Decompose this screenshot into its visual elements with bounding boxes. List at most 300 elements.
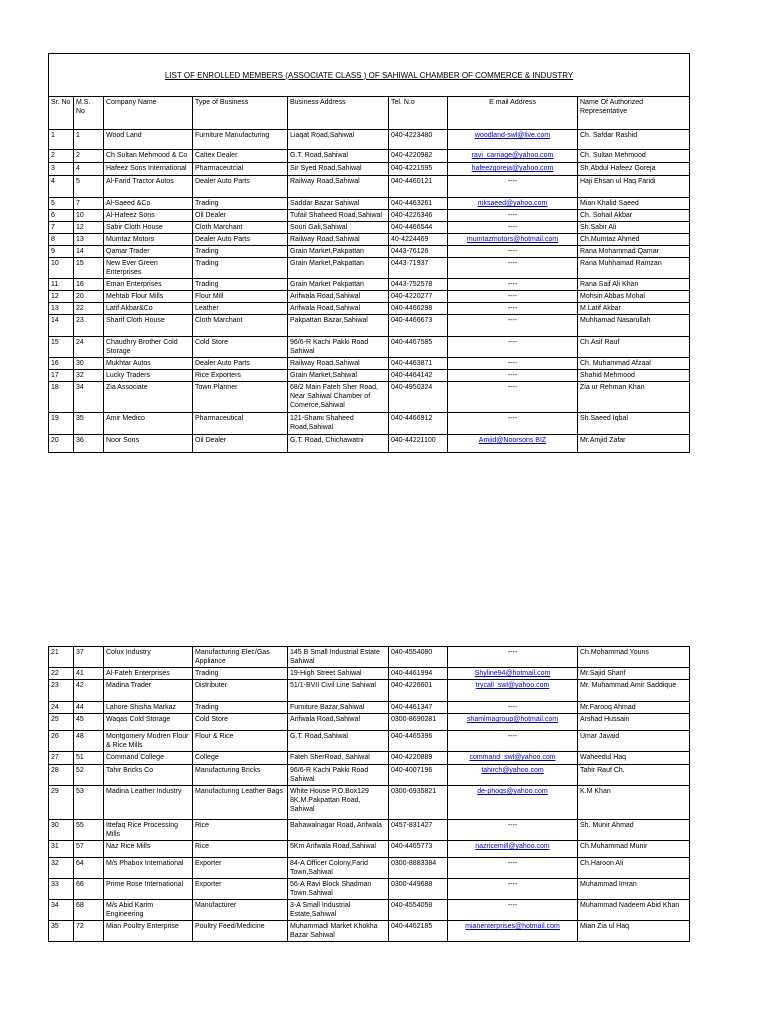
company-name-cell: Command College: [104, 752, 193, 765]
representative-cell: Haji Ehsan ul Haq Faridi: [578, 176, 690, 198]
email-link[interactable]: shamimagroup@hotmail.com: [448, 714, 578, 731]
header-type-of-business: Type of Business: [193, 97, 288, 130]
email-link[interactable]: command_swl@yahoo.com: [448, 752, 578, 765]
company-name-cell: New Ever Green Enterprises: [104, 258, 193, 279]
sr-no-cell: 4: [49, 176, 74, 198]
company-name-cell: Al-Fateh Enterprises: [104, 668, 193, 680]
address-cell: G.T. Road,Sahiwal: [288, 150, 389, 163]
table-row: [49, 382, 690, 413]
address-cell: 56-A Ravi Block Shadman Town Sahiwal: [288, 879, 389, 900]
ms-no-cell: 35: [74, 413, 104, 435]
representative-cell: Ch. Sultan Mehmood: [578, 150, 690, 163]
sr-no-cell: 17: [49, 370, 74, 382]
business-type-cell: Trading: [193, 668, 288, 680]
sr-no-cell: 23: [49, 680, 74, 702]
sr-no-cell: 27: [49, 752, 74, 765]
header-ms-no: M.S. No: [74, 97, 104, 130]
table-row: [49, 246, 690, 258]
email-cell: ----: [448, 279, 578, 291]
table-row: [49, 176, 690, 198]
company-name-cell: Sabir Cloth House: [104, 222, 193, 234]
representative-cell: Ch.Asif Rauf: [578, 337, 690, 358]
tel-cell: 0300-8690281: [389, 714, 448, 731]
ms-no-cell: 12: [74, 222, 104, 234]
business-type-cell: Manufacturing Elec/Gas Appliance: [193, 647, 288, 668]
address-cell: 19-High Street Sahiwal: [288, 668, 389, 680]
header-email-address: E mail Address: [448, 97, 578, 130]
email-cell: ----: [448, 291, 578, 303]
company-name-cell: M/s Abid Karim Engineering: [104, 900, 193, 921]
email-cell: ----: [448, 315, 578, 337]
address-cell: 96/6-R Kachi Pakki Road Sahiwal: [288, 765, 389, 786]
ms-no-cell: 4: [74, 163, 104, 176]
tel-cell: 40-4224469: [389, 234, 448, 246]
company-name-cell: Al-Hafeez Sons: [104, 210, 193, 222]
sr-no-cell: 34: [49, 900, 74, 921]
ms-no-cell: 64: [74, 858, 104, 879]
table-row: [49, 765, 690, 786]
email-cell: ----: [448, 858, 578, 879]
company-name-cell: Al-Saeed &Co: [104, 198, 193, 210]
sr-no-cell: 5: [49, 198, 74, 210]
ms-no-cell: 2: [74, 150, 104, 163]
email-link[interactable]: mumtazmotors@hotmail.com: [448, 234, 578, 246]
sr-no-cell: 29: [49, 786, 74, 820]
address-cell: Muhammadi Market Khokha Bazar Sahiwal: [288, 921, 389, 942]
company-name-cell: Mian Poultry Enterprise: [104, 921, 193, 942]
representative-cell: Muhammad Nadeem Abid Khan: [578, 900, 690, 921]
ms-no-cell: 1: [74, 130, 104, 150]
business-type-cell: Caltex Dealer: [193, 150, 288, 163]
business-type-cell: Flour Mill: [193, 291, 288, 303]
company-name-cell: Naz Rice Mills: [104, 841, 193, 858]
header-tel-no: Tel. N.o: [389, 97, 448, 130]
company-name-cell: Ittefaq Rice Processing Mills: [104, 820, 193, 841]
tel-cell: 040-4461994: [389, 668, 448, 680]
ms-no-cell: 36: [74, 435, 104, 453]
company-name-cell: Eman Enterprises: [104, 279, 193, 291]
ms-no-cell: 37: [74, 647, 104, 668]
business-type-cell: Rice Exporters: [193, 370, 288, 382]
business-type-cell: Distributer: [193, 680, 288, 702]
representative-cell: Rana Muhhamad Ramzan: [578, 258, 690, 279]
tel-cell: 040-4464142: [389, 370, 448, 382]
ms-no-cell: 51: [74, 752, 104, 765]
tel-cell: 040-4466298: [389, 303, 448, 315]
tel-cell: 040-4465773: [389, 841, 448, 858]
email-link[interactable]: nazricemill@yahoo.com: [448, 841, 578, 858]
table-row: [49, 647, 690, 668]
email-link[interactable]: ravi_carriage@yahoo.com: [448, 150, 578, 163]
business-type-cell: Dealer Auto Parts: [193, 358, 288, 370]
address-cell: Fateh SherRoad, Sahiwal: [288, 752, 389, 765]
representative-cell: Ch. Sohail Akbar: [578, 210, 690, 222]
address-cell: Tufail Shaheed Road,Sahiwal: [288, 210, 389, 222]
email-cell: ----: [448, 210, 578, 222]
sr-no-cell: 33: [49, 879, 74, 900]
address-cell: G.T. Road,Sahiwal: [288, 731, 389, 752]
table-row: [49, 714, 690, 731]
table-row: [49, 337, 690, 358]
sr-no-cell: 20: [49, 435, 74, 453]
email-cell: ----: [448, 731, 578, 752]
business-type-cell: Manufacturer: [193, 900, 288, 921]
tel-cell: 040-4466544: [389, 222, 448, 234]
address-cell: 121-Shami Shaheed Road,Sahiwal: [288, 413, 389, 435]
address-cell: White House P.O.Box129 8K.M.Pakpattan Road, Sahiwal: [288, 786, 389, 820]
representative-cell: Muhammad Imran: [578, 879, 690, 900]
table-row: [49, 731, 690, 752]
business-type-cell: Dealer Auto Parts: [193, 234, 288, 246]
table-row: [49, 900, 690, 921]
representative-cell: Mian Khalid Saeed: [578, 198, 690, 210]
company-name-cell: Latif Akbar&Co: [104, 303, 193, 315]
address-cell: Arifwala Road,Sahiwal: [288, 291, 389, 303]
representative-cell: Umar Javaid: [578, 731, 690, 752]
tel-cell: 040-4554080: [389, 647, 448, 668]
email-link[interactable]: trycall_swl@yahoo.com: [448, 680, 578, 702]
tel-cell: 040-4223480: [389, 130, 448, 150]
address-cell: Railway Road,Sahiwal: [288, 176, 389, 198]
company-name-cell: Zia Associate: [104, 382, 193, 413]
tel-cell: 040-4950324: [389, 382, 448, 413]
ms-no-cell: 66: [74, 879, 104, 900]
address-cell: Grain Market,Pakpattan: [288, 246, 389, 258]
table-row: [49, 702, 690, 714]
sr-no-cell: 10: [49, 258, 74, 279]
company-name-cell: Lucky Traders: [104, 370, 193, 382]
business-type-cell: Trading: [193, 258, 288, 279]
business-type-cell: Exporter: [193, 879, 288, 900]
table-row: [49, 921, 690, 942]
table-row: [49, 222, 690, 234]
sr-no-cell: 32: [49, 858, 74, 879]
address-cell: Grain Market,Pakpattan: [288, 258, 389, 279]
business-type-cell: Cold Store: [193, 714, 288, 731]
address-cell: 3-A Small Industrial Estate,Sahiwal: [288, 900, 389, 921]
business-type-cell: College: [193, 752, 288, 765]
company-name-cell: Amir Medico: [104, 413, 193, 435]
representative-cell: Sh.Abdul Hafeez Goreja: [578, 163, 690, 176]
representative-cell: Rana Mohammad Qamar: [578, 246, 690, 258]
email-cell: ----: [448, 337, 578, 358]
tel-cell: 040-4226346: [389, 210, 448, 222]
address-cell: Pakpattan Bazar,Sahiwal: [288, 315, 389, 337]
business-type-cell: Cloth Marchant: [193, 315, 288, 337]
table-row: [49, 358, 690, 370]
email-cell: ----: [448, 303, 578, 315]
company-name-cell: Montgomery Modren Flour & Rice Mills: [104, 731, 193, 752]
sr-no-cell: 22: [49, 668, 74, 680]
sr-no-cell: 15: [49, 337, 74, 358]
table-row: [49, 163, 690, 176]
business-type-cell: Cloth Marchant: [193, 222, 288, 234]
address-cell: Bahawalnagar Road, Arifwala: [288, 820, 389, 841]
representative-cell: Sh.Sabir Ali: [578, 222, 690, 234]
table-row: [49, 413, 690, 435]
business-type-cell: Exporter: [193, 858, 288, 879]
sr-no-cell: 6: [49, 210, 74, 222]
tel-cell: 040-4220982: [389, 150, 448, 163]
business-type-cell: Dealer Auto Parts: [193, 176, 288, 198]
header-sr-no: Sr. No: [49, 97, 74, 130]
tel-cell: 040-4463261: [389, 198, 448, 210]
ms-no-cell: 20: [74, 291, 104, 303]
tel-cell: 040-4466912: [389, 413, 448, 435]
email-cell: ----: [448, 246, 578, 258]
tel-cell: 040-4463871: [389, 358, 448, 370]
header-row: [49, 97, 690, 130]
tel-cell: 040-4007196: [389, 765, 448, 786]
tel-cell: 040-4460121: [389, 176, 448, 198]
business-type-cell: Rice: [193, 841, 288, 858]
tel-cell: 040-44221100: [389, 435, 448, 453]
sr-no-cell: 14: [49, 315, 74, 337]
address-cell: G.T. Road, Chichawatni: [288, 435, 389, 453]
table-row: [49, 786, 690, 820]
tel-cell: 0443-76126: [389, 246, 448, 258]
business-type-cell: Oil Dealer: [193, 435, 288, 453]
ms-no-cell: 5: [74, 176, 104, 198]
business-type-cell: Manufacturing Leather Bags: [193, 786, 288, 820]
table-row: [49, 370, 690, 382]
representative-cell: Ch.Mumtaz Ahmed: [578, 234, 690, 246]
table-row: [49, 680, 690, 702]
tel-cell: 040-4226601: [389, 680, 448, 702]
ms-no-cell: 14: [74, 246, 104, 258]
company-name-cell: Al-Farid Tractor Autos: [104, 176, 193, 198]
email-cell: ----: [448, 702, 578, 714]
sr-no-cell: 16: [49, 358, 74, 370]
header-authorized-representative: Name Of Authorized Representative: [578, 97, 690, 130]
email-cell: ----: [448, 370, 578, 382]
email-link[interactable]: woodland-swl@live.com: [448, 130, 578, 150]
representative-cell: Zia ur Rehman Khan: [578, 382, 690, 413]
sr-no-cell: 25: [49, 714, 74, 731]
address-cell: 68/2 Main Fateh Sher Road, Near Sahiwal Chamber of Comerce,Sahiwal: [288, 382, 389, 413]
email-cell: ----: [448, 879, 578, 900]
ms-no-cell: 44: [74, 702, 104, 714]
ms-no-cell: 68: [74, 900, 104, 921]
address-cell: 5Km Arifwala Road,Sahiwal: [288, 841, 389, 858]
email-link[interactable]: mksaeed@yahoo.com: [448, 198, 578, 210]
ms-no-cell: 45: [74, 714, 104, 731]
company-name-cell: Chaudhry Brother Cold Storage: [104, 337, 193, 358]
ms-no-cell: 32: [74, 370, 104, 382]
table-row: [49, 303, 690, 315]
business-type-cell: Trading: [193, 702, 288, 714]
document-title: LIST OF ENROLLED MEMBERS (ASSOCIATE CLASS ) OF SAHIWAL CHAMBER OF COMMERCE & INDUSTRY: [49, 54, 690, 97]
address-cell: 51/1-BVII Civil Line Sahiwal: [288, 680, 389, 702]
business-type-cell: Town Planner: [193, 382, 288, 413]
email-cell: ----: [448, 176, 578, 198]
tel-cell: 040-4466673: [389, 315, 448, 337]
members-table-page-2: [48, 646, 690, 942]
ms-no-cell: 48: [74, 731, 104, 752]
ms-no-cell: 55: [74, 820, 104, 841]
company-name-cell: Ch Sultan Mehmood & Co: [104, 150, 193, 163]
table-row: [49, 315, 690, 337]
tel-cell: 0300-6935821: [389, 786, 448, 820]
table-row: [49, 210, 690, 222]
email-cell: ----: [448, 647, 578, 668]
ms-no-cell: 41: [74, 668, 104, 680]
address-cell: Souri Gali,Sahiwal: [288, 222, 389, 234]
email-cell: ----: [448, 222, 578, 234]
representative-cell: M.Latif Akbar: [578, 303, 690, 315]
sr-no-cell: 2: [49, 150, 74, 163]
ms-no-cell: 57: [74, 841, 104, 858]
email-cell: ----: [448, 382, 578, 413]
representative-cell: Mohsin Abbas Mohal: [578, 291, 690, 303]
table-row: [49, 198, 690, 210]
table-row: [49, 258, 690, 279]
business-type-cell: Rice: [193, 820, 288, 841]
company-name-cell: Mehtab Flour Mills: [104, 291, 193, 303]
company-name-cell: Madina Trader: [104, 680, 193, 702]
representative-cell: Waheedul Haq: [578, 752, 690, 765]
sr-no-cell: 8: [49, 234, 74, 246]
address-cell: Arifwala Road,Sahiwal: [288, 714, 389, 731]
tel-cell: 040-4221595: [389, 163, 448, 176]
table-row: [49, 150, 690, 163]
representative-cell: Muhhamad Nasarullah: [578, 315, 690, 337]
business-type-cell: Furniture Manufacturing: [193, 130, 288, 150]
tel-cell: 0457-831427: [389, 820, 448, 841]
representative-cell: Mian Zia ul Haq: [578, 921, 690, 942]
business-type-cell: Flour & Rice: [193, 731, 288, 752]
tel-cell: 040-4461347: [389, 702, 448, 714]
representative-cell: Sh. Munir Ahmad: [578, 820, 690, 841]
business-type-cell: Trading: [193, 198, 288, 210]
table-row: [49, 841, 690, 858]
ms-no-cell: 22: [74, 303, 104, 315]
address-cell: 96/6-R Kachi Pakki Road Sahiwal: [288, 337, 389, 358]
company-name-cell: Prime Rose International: [104, 879, 193, 900]
email-link[interactable]: tahirch@yahoo.com: [448, 765, 578, 786]
address-cell: Liaqat Road,Sahiwal: [288, 130, 389, 150]
address-cell: Saddar Bazar Sahiwal: [288, 198, 389, 210]
sr-no-cell: 7: [49, 222, 74, 234]
representative-cell: K.M Khan: [578, 786, 690, 820]
business-type-cell: Poultry Feed/Medicine: [193, 921, 288, 942]
sr-no-cell: 13: [49, 303, 74, 315]
company-name-cell: Noor Sons: [104, 435, 193, 453]
email-link[interactable]: mianenterprises@hotmail.com: [448, 921, 578, 942]
email-cell: ----: [448, 900, 578, 921]
email-link[interactable]: de-phoqs@yahoo.com: [448, 786, 578, 820]
business-type-cell: Cold Store: [193, 337, 288, 358]
sr-no-cell: 35: [49, 921, 74, 942]
company-name-cell: Wood Land: [104, 130, 193, 150]
table-row: [49, 668, 690, 680]
address-cell: Railway Road,Sahiwal: [288, 358, 389, 370]
email-cell: ----: [448, 258, 578, 279]
ms-no-cell: 52: [74, 765, 104, 786]
tel-cell: 040-4554058: [389, 900, 448, 921]
representative-cell: Ch.Haroon Ali: [578, 858, 690, 879]
representative-cell: Tahir Rauf Ch.: [578, 765, 690, 786]
sr-no-cell: 12: [49, 291, 74, 303]
tel-cell: 040-4465396: [389, 731, 448, 752]
tel-cell: 0443-752578: [389, 279, 448, 291]
ms-no-cell: 34: [74, 382, 104, 413]
email-link[interactable]: hafeezgoreja@yahoo.com: [448, 163, 578, 176]
company-name-cell: Tahir Bricks Co: [104, 765, 193, 786]
company-name-cell: Qamar Trader: [104, 246, 193, 258]
header-company-name: Company Name: [104, 97, 193, 130]
sr-no-cell: 31: [49, 841, 74, 858]
business-type-cell: Oil Dealer: [193, 210, 288, 222]
sr-no-cell: 9: [49, 246, 74, 258]
sr-no-cell: 3: [49, 163, 74, 176]
email-link[interactable]: Shyline94@hotmail.com: [448, 668, 578, 680]
table-row: [49, 279, 690, 291]
table-row: [49, 752, 690, 765]
business-type-cell: Manufacturing Bricks: [193, 765, 288, 786]
address-cell: 145 B Small Industrial Estate Sahiwal: [288, 647, 389, 668]
table-row: [49, 435, 690, 453]
address-cell: Grain Market,Sahiwal: [288, 370, 389, 382]
business-type-cell: Pharmaceutcial: [193, 163, 288, 176]
sr-no-cell: 24: [49, 702, 74, 714]
business-type-cell: Leather: [193, 303, 288, 315]
header-business-address: Business Address: [288, 97, 389, 130]
sr-no-cell: 19: [49, 413, 74, 435]
representative-cell: Ch.Mohammad Youns: [578, 647, 690, 668]
representative-cell: Ch. Safdar Rashid: [578, 130, 690, 150]
sr-no-cell: 26: [49, 731, 74, 752]
address-cell: Grain Market Pakpattan: [288, 279, 389, 291]
ms-no-cell: 42: [74, 680, 104, 702]
sr-no-cell: 1: [49, 130, 74, 150]
tel-cell: 040-4462185: [389, 921, 448, 942]
email-cell: ----: [448, 820, 578, 841]
ms-no-cell: 16: [74, 279, 104, 291]
tel-cell: 0300-449688: [389, 879, 448, 900]
company-name-cell: Waqas Cold Storage: [104, 714, 193, 731]
sr-no-cell: 11: [49, 279, 74, 291]
tel-cell: 040-4220889: [389, 752, 448, 765]
table-row: [49, 291, 690, 303]
business-type-cell: Pharmaceutical: [193, 413, 288, 435]
table-row: [49, 879, 690, 900]
ms-no-cell: 53: [74, 786, 104, 820]
ms-no-cell: 72: [74, 921, 104, 942]
table-row: [49, 820, 690, 841]
table-row: [49, 130, 690, 150]
company-name-cell: Colux Industry: [104, 647, 193, 668]
sr-no-cell: 28: [49, 765, 74, 786]
members-table-page-1: [48, 53, 690, 453]
ms-no-cell: 24: [74, 337, 104, 358]
address-cell: Furniture Bazar,Sahiwal: [288, 702, 389, 714]
tel-cell: 0443-71937: [389, 258, 448, 279]
tel-cell: 040-4467585: [389, 337, 448, 358]
tel-cell: 0300-8883384: [389, 858, 448, 879]
representative-cell: Sh.Saeed Iqbal: [578, 413, 690, 435]
address-cell: Railway Road,Sahiwal: [288, 234, 389, 246]
representative-cell: Ch.Muhammad Munir: [578, 841, 690, 858]
table-row: [49, 858, 690, 879]
company-name-cell: Madina Leather Industry: [104, 786, 193, 820]
representative-cell: Arshad Hussain: [578, 714, 690, 731]
email-link[interactable]: Amjid@Noorsons BIZ: [448, 435, 578, 453]
representative-cell: Rana Saif Ali Khan: [578, 279, 690, 291]
representative-cell: Mr.Amjid Zafar: [578, 435, 690, 453]
company-name-cell: Hafeez Sons International: [104, 163, 193, 176]
ms-no-cell: 7: [74, 198, 104, 210]
